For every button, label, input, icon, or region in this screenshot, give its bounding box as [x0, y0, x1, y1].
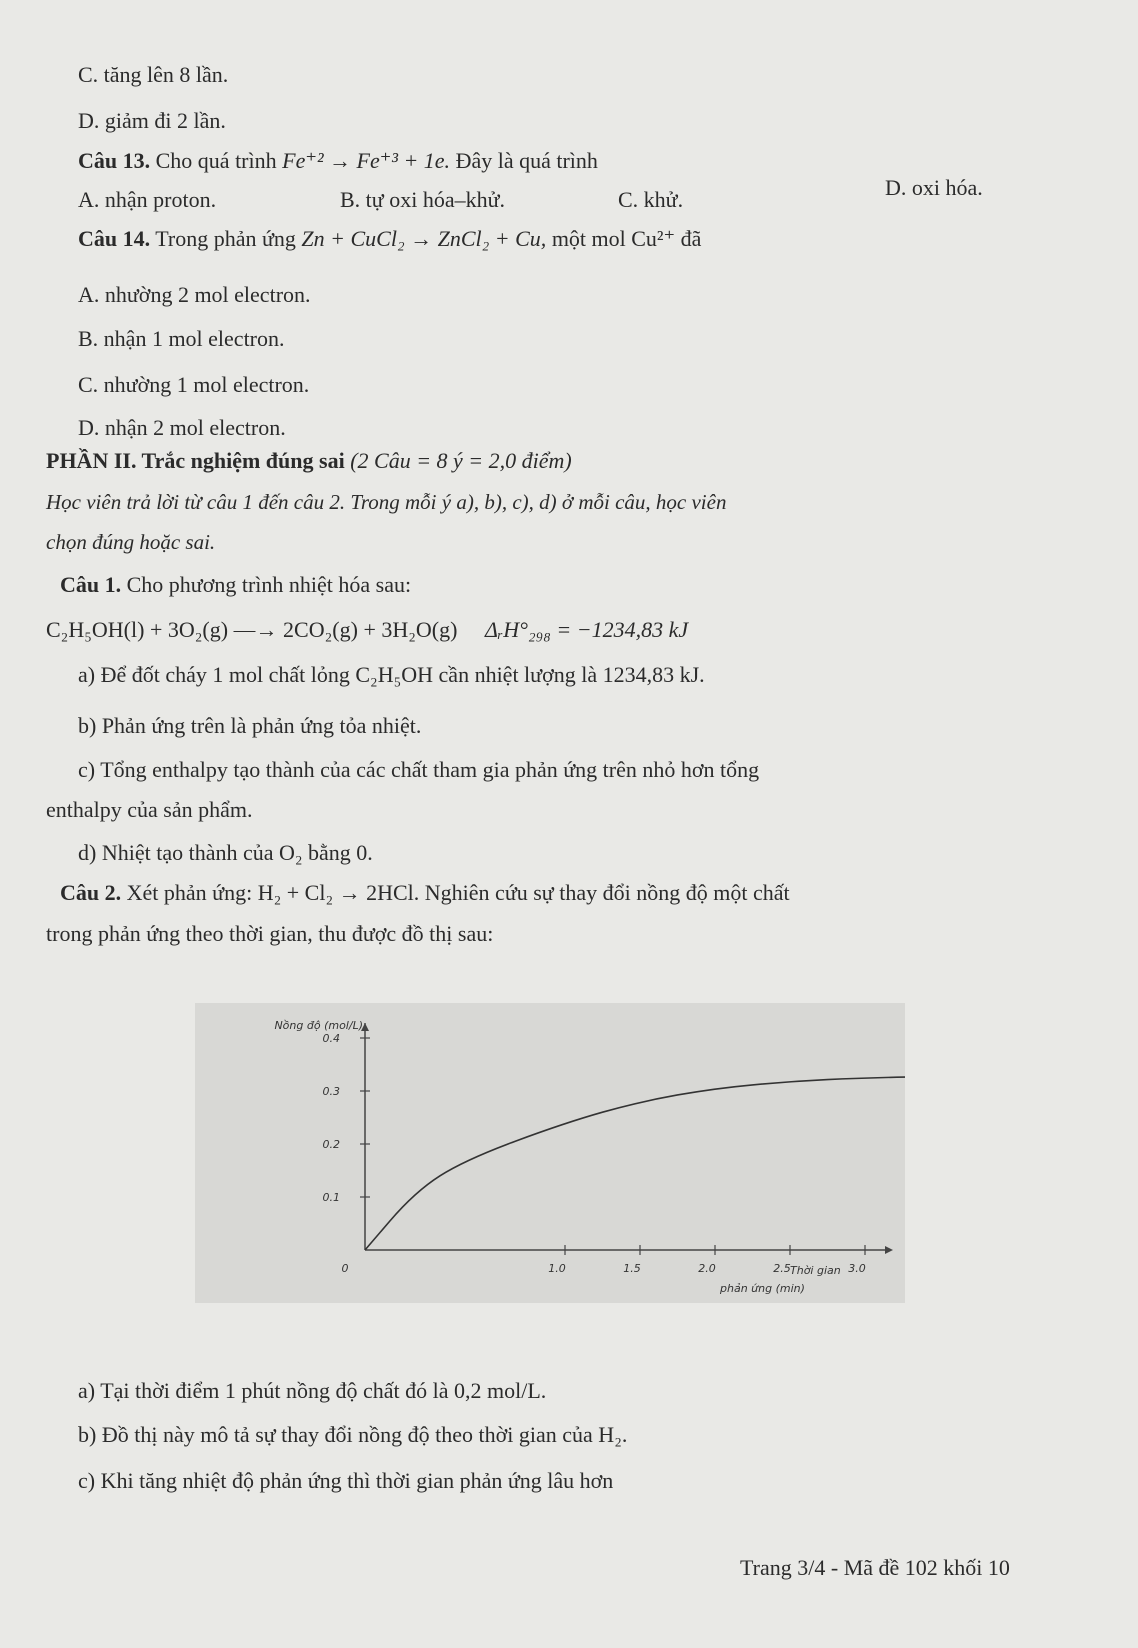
y-tick-label: 0.3 [322, 1085, 340, 1098]
c1-label: Câu 1. [60, 572, 122, 597]
x-tick-label: 1.5 [623, 1262, 641, 1275]
x-axis-label-line2: phản ứng (min) [720, 1282, 805, 1295]
x-axis-label-line1: Thời gian [790, 1264, 841, 1277]
q13-equation: Fe⁺² → Fe⁺³ + 1e. [282, 148, 451, 173]
part2-heading [46, 448, 572, 474]
c2-a: a) Tại thời điểm 1 phút nồng độ chất đó là 0,2 mol/L. [78, 1378, 547, 1403]
q14-option-a: A. nhường 2 mol electron. [78, 282, 311, 307]
c1-text: Cho phương trình nhiệt hóa sau: [126, 572, 412, 597]
q14-equation: Zn + CuCl₂ → ZnCl₂ + Cu, [301, 226, 547, 251]
q13-option-d: D. oxi hóa. [885, 175, 983, 200]
q14-option-b: B. nhận 1 mol electron. [78, 326, 285, 351]
c1-b: b) Phản ứng trên là phản ứng tỏa nhiệt. [78, 713, 422, 738]
page-footer: Trang 3/4 - Mã đề 102 khối 10 [740, 1555, 1010, 1580]
q14-text-post: một mol Cu²⁺ đã [551, 226, 702, 251]
y-axis-label: Nồng độ (mol/L) [274, 1019, 363, 1032]
c2-c: c) Khi tăng nhiệt độ phản ứng thì thời gian phản ứng lâu hơn [78, 1468, 614, 1493]
part2-instruction-2: chọn đúng hoặc sai. [46, 530, 216, 554]
part2-title: PHẦN II. Trắc nghiệm đúng sai [46, 448, 345, 473]
x-tick-label: 3.0 [848, 1262, 866, 1275]
q12-option-d: D. giảm đi 2 lần. [78, 108, 226, 133]
c2-stem-1 [60, 880, 790, 906]
y-tick-label: 0.1 [322, 1191, 340, 1204]
x-tick-label: 2.5 [773, 1262, 791, 1275]
c2-stem-2: trong phản ứng theo thời gian, thu được đồ thị sau: [46, 921, 494, 946]
x-tick-label: 1.0 [548, 1262, 566, 1275]
q13-text-pre: Cho quá trình [155, 148, 277, 173]
y-tick-label: 0.2 [322, 1138, 340, 1151]
q13-text-post: Đây là quá trình [455, 148, 598, 173]
part2-title-note: (2 Câu = 8 ý = 2,0 điểm) [350, 448, 572, 473]
c1-d: d) Nhiệt tạo thành của O₂ bằng 0. [78, 840, 373, 865]
c2-b: b) Đồ thị này mô tả sự thay đổi nồng độ theo thời gian của H₂. [78, 1422, 628, 1447]
c1-a: a) Để đốt cháy 1 mol chất lỏng C₂H₅OH cần nhiệt lượng là 1234,83 kJ. [78, 662, 705, 687]
c1-c-2: enthalpy của sản phẩm. [46, 797, 253, 822]
q14-option-c: C. nhường 1 mol electron. [78, 372, 310, 397]
concentration-curve [365, 1076, 905, 1250]
q14-option-d: D. nhận 2 mol electron. [78, 415, 286, 440]
concentration-chart [195, 1003, 905, 1303]
y-tick-label: 0.4 [322, 1032, 340, 1045]
x-tick-label: 0 [341, 1262, 349, 1275]
q13-stem [78, 148, 598, 174]
q13-label: Câu 13. [78, 148, 151, 173]
q14-text-pre: Trong phản ứng [155, 226, 296, 251]
part2-instruction-1: Học viên trả lời từ câu 1 đến câu 2. Trong mỗi ý a), b), c), d) ở mỗi câu, học viên [46, 490, 727, 514]
c1-equation: C₂H₅OH(l) + 3O₂(g) ⎯⎯→ 2CO₂(g) + 3H₂O(g) [46, 617, 458, 642]
q13-option-a: A. nhận proton. [78, 187, 217, 212]
c1-enthalpy: ΔᵣH°₂₉₈ = −1234,83 kJ [484, 617, 689, 642]
c1-equation-line [46, 617, 688, 643]
c2-text-1: Xét phản ứng: H₂ + Cl₂ → 2HCl. Nghiên cứu sự thay đổi nồng độ một chất [126, 880, 790, 905]
q14-label: Câu 14. [78, 226, 151, 251]
q13-option-b: B. tự oxi hóa–khử. [340, 187, 506, 212]
q12-option-c: C. tăng lên 8 lần. [78, 62, 229, 87]
c1-c-1: c) Tổng enthalpy tạo thành của các chất tham gia phản ứng trên nhỏ hơn tổng [78, 757, 760, 782]
x-axis-arrow [885, 1246, 893, 1254]
q13-option-c: C. khử. [618, 187, 684, 212]
c2-label: Câu 2. [60, 880, 122, 905]
x-tick-label: 2.0 [698, 1262, 716, 1275]
chart-svg [195, 1003, 905, 1303]
c1-stem [60, 572, 411, 598]
q14-stem [78, 226, 701, 252]
